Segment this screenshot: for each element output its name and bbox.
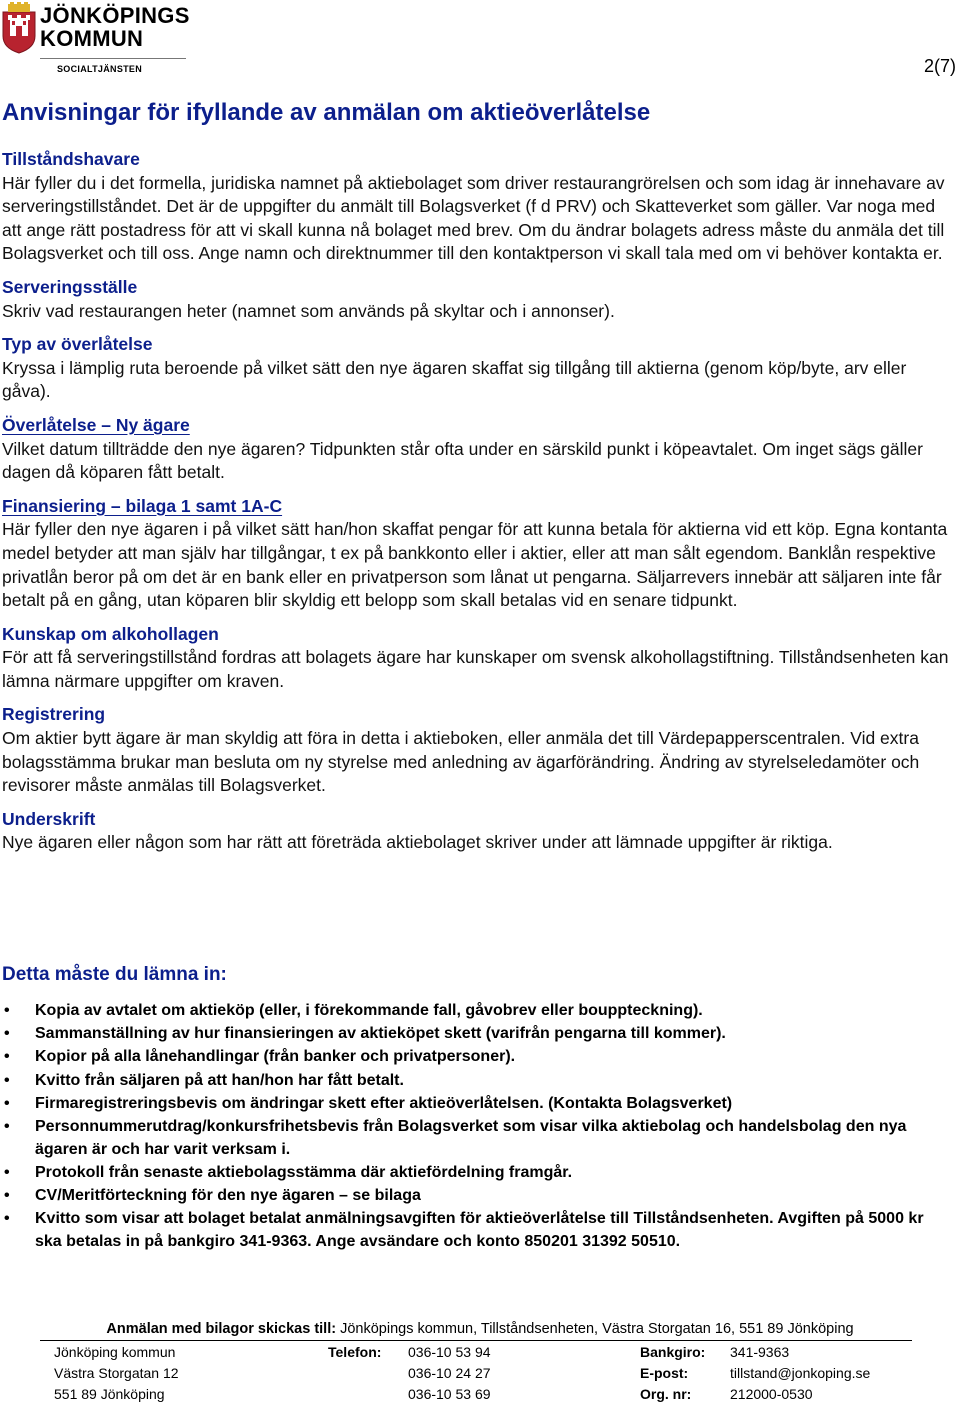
section-kunskap-om-alkohollagen — [2, 623, 952, 694]
list-item — [0, 1070, 940, 1093]
list-item-text: Kopia av avtalet om aktieköp (eller, i förekommande fall, gåvobrev eller bouppteckning). — [35, 1002, 703, 1019]
section-heading: Tillståndshavare — [2, 149, 140, 169]
footer-phone-label: Telefon: — [328, 1344, 382, 1360]
bullet-icon: • — [4, 1186, 10, 1204]
section-text: Skriv vad restaurangen heter (namnet som används på skyltar och i annonser). — [2, 300, 615, 321]
page-number: 2(7) — [923, 56, 956, 76]
footer-email-label: E-post: — [640, 1365, 689, 1381]
list-item — [0, 1046, 940, 1069]
section-text: Vilket datum tillträdde den nye ägaren? Tidpunkten står ofta under en särskild punkt i köpeavtalet. Om inget sägs gäller dagen då köparen fått betalt. — [2, 438, 923, 483]
section-registrering — [2, 703, 952, 797]
list-item — [0, 1000, 940, 1023]
bullet-icon: • — [4, 1048, 10, 1066]
section-text: Nye ägaren eller någon som har rätt att företräda aktiebolaget skriver under att lämnade uppgifter är riktiga. — [2, 832, 833, 853]
logo-name-line-2: KOMMUN — [40, 26, 144, 51]
section-heading — [2, 495, 952, 519]
requirements-list — [0, 1000, 940, 1254]
submission-note-label: Anmälan med bilagor skickas till: — [106, 1321, 337, 1337]
bullet-icon: • — [4, 1071, 10, 1089]
section-heading — [2, 414, 952, 438]
list-item-text: Protokoll från senaste aktiebolagsstämma där aktiefördelning framgår. — [35, 1163, 573, 1181]
footer-email-link[interactable]: tillstand@jonkoping.se — [730, 1365, 871, 1381]
bullet-icon: • — [4, 1025, 10, 1043]
bullet-icon: • — [4, 1094, 10, 1112]
list-item — [0, 1093, 940, 1116]
footer-phone-number: 036-10 53 94 — [408, 1344, 491, 1360]
section-tillstandshavare — [2, 148, 952, 266]
section-text: Kryssa i lämplig ruta beroende på vilket sätt den nye ägaren skaffat sig tillgång till aktierna (genom köp/byte, arv eller gåva). — [2, 357, 907, 402]
bullet-icon: • — [4, 1117, 10, 1135]
list-item — [0, 1162, 940, 1185]
list-item-text: CV/Meritförteckning för den nye ägaren – se bilaga — [35, 1186, 421, 1204]
logo-name-line-1: JÖNKÖPINGS — [40, 3, 190, 28]
section-heading: Registrering — [2, 704, 106, 725]
page-title: Anvisningar för ifyllande av anmälan om aktieöverlåtelse — [2, 99, 651, 126]
logo-department: SOCIALTJÄNSTEN — [57, 64, 143, 74]
footer-orgnr-value: 212000-0530 — [730, 1386, 813, 1402]
section-heading-underlined: Finansiering – bilaga 1 samt 1A-C — [2, 495, 283, 516]
section-heading: Serveringsställe — [2, 276, 138, 297]
bullet-icon: • — [4, 1002, 10, 1019]
section-text: Om aktier bytt ägare är man skyldig att föra in detta i aktieboken, eller anmäla det till Värdepapperscentralen. Vid extra bolagsstämma brukar man besluta om ny styrelse med anledning av ägarförändring. Ändring av styrelseledamöter och revisorer måste anmälas till Bolagsverket. — [2, 728, 920, 796]
footer-phone-number: 036-10 24 27 — [408, 1365, 491, 1381]
section-finansiering — [2, 495, 952, 613]
submission-address-note — [0, 1321, 960, 1337]
logo-wordmark — [40, 4, 190, 50]
bullet-icon: • — [4, 1210, 10, 1228]
section-text: Här fyller du i det formella, juridiska namnet på aktiebolaget som driver restaurangrörelsen och som idag är innehavare av serveringstillståndet. Det är de uppgifter du anmält till Bolagsverket (f d PRV) och Skatteverket som gäller. Var noga med att ange rätt postadress för att vi skall kunna nå bolaget med brev. Om du ändrar bolagets adress måste du anmäla det till Bolagsverket och till oss. Ange namn och direktnummer till den kontaktperson vi skall tala med om vi behöver kontakta er. — [2, 172, 945, 264]
footer-bankgiro-value: 341-9363 — [730, 1344, 790, 1360]
section-underskrift — [2, 808, 952, 855]
instructions-body — [2, 148, 952, 865]
section-typ-av-overlatelse — [2, 333, 952, 404]
section-heading: Typ av överlåtelse — [2, 334, 153, 355]
list-item-text: Firmaregistreringsbevis om ändringar skett efter aktieöverlåtelsen. (Kontakta Bolagsverket) — [35, 1094, 733, 1112]
section-text: Här fyller den nye ägaren i på vilket sätt han/hon skaffat pengar för att kunna betala för aktierna vid ett köp. Egna kontanta medel betyder att man själv har tillgångar, t ex på bankkonto eller i aktier, eller att man sålt egendom. Banklån respektive privatlån beror på om det är en bank eller en privatperson som lånat ut pengarna. Säljarrevers innebär att säljaren inte får betalt på en gång, utan köparen blir skyldig ett belopp som skall betalas vid en senare tidpunkt. — [2, 519, 948, 611]
section-overlatelse-ny-agare — [2, 414, 952, 485]
footer-divider — [40, 1340, 912, 1341]
section-serveringsstalle — [2, 276, 952, 323]
section-text: För att få serveringstillstånd fordras att bolagets ägare har kunskaper om svensk alkohollagstiftning. Tillståndsenheten kan lämna närmare uppgifter om kraven. — [2, 647, 949, 691]
submission-note-text: Jönköpings kommun, Tillståndsenheten, Västra Storgatan 16, 551 89 Jönköping — [336, 1321, 854, 1337]
footer-bankgiro-label: Bankgiro: — [640, 1344, 706, 1360]
footer-orgnr-label: Org. nr: — [640, 1386, 692, 1402]
list-item-text: Kvitto från säljaren på att han/hon har fått betalt. — [35, 1071, 404, 1089]
list-item-text: Kvitto som visar att bolaget betalat anmälningsavgiften för aktieöverlåtelse till Tillståndsenheten. Avgiften på 5000 kr ska betalas in på bankgiro 341-9363. Ange avsändare och konto 850201 31392 50510. — [35, 1210, 924, 1250]
list-item — [0, 1023, 940, 1046]
logo-divider — [40, 58, 186, 59]
section-heading: Underskrift — [2, 808, 96, 829]
footer-phone-number: 036-10 53 69 — [408, 1386, 491, 1402]
section-heading-underlined: Överlåtelse – Ny ägare — [2, 414, 190, 435]
coat-of-arms-icon — [2, 2, 36, 54]
list-item-text: Personnummerutdrag/konkursfrihetsbevis från Bolagsverket som visar vilka aktiebolag och handelsbolag den nya ägaren är och har varit verksam i. — [35, 1117, 907, 1158]
bullet-icon: • — [4, 1163, 10, 1181]
list-item — [0, 1208, 940, 1253]
list-item — [0, 1185, 940, 1208]
footer-address-line: 551 89 Jönköping — [54, 1386, 165, 1402]
list-item — [0, 1116, 940, 1161]
footer-address-line: Västra Storgatan 12 — [54, 1365, 179, 1381]
list-item-text: Sammanställning av hur finansieringen av aktieköpet skett (varifrån pengarna till kommer). — [35, 1025, 726, 1043]
list-heading: Detta måste du lämna in: — [2, 964, 227, 985]
section-heading: Kunskap om alkohollagen — [2, 623, 219, 644]
footer-address-line: Jönköping kommun — [54, 1344, 176, 1360]
list-item-text: Kopior på alla lånehandlingar (från banker och privatpersoner). — [35, 1048, 516, 1066]
jonkoping-kommun-logo — [2, 2, 188, 76]
